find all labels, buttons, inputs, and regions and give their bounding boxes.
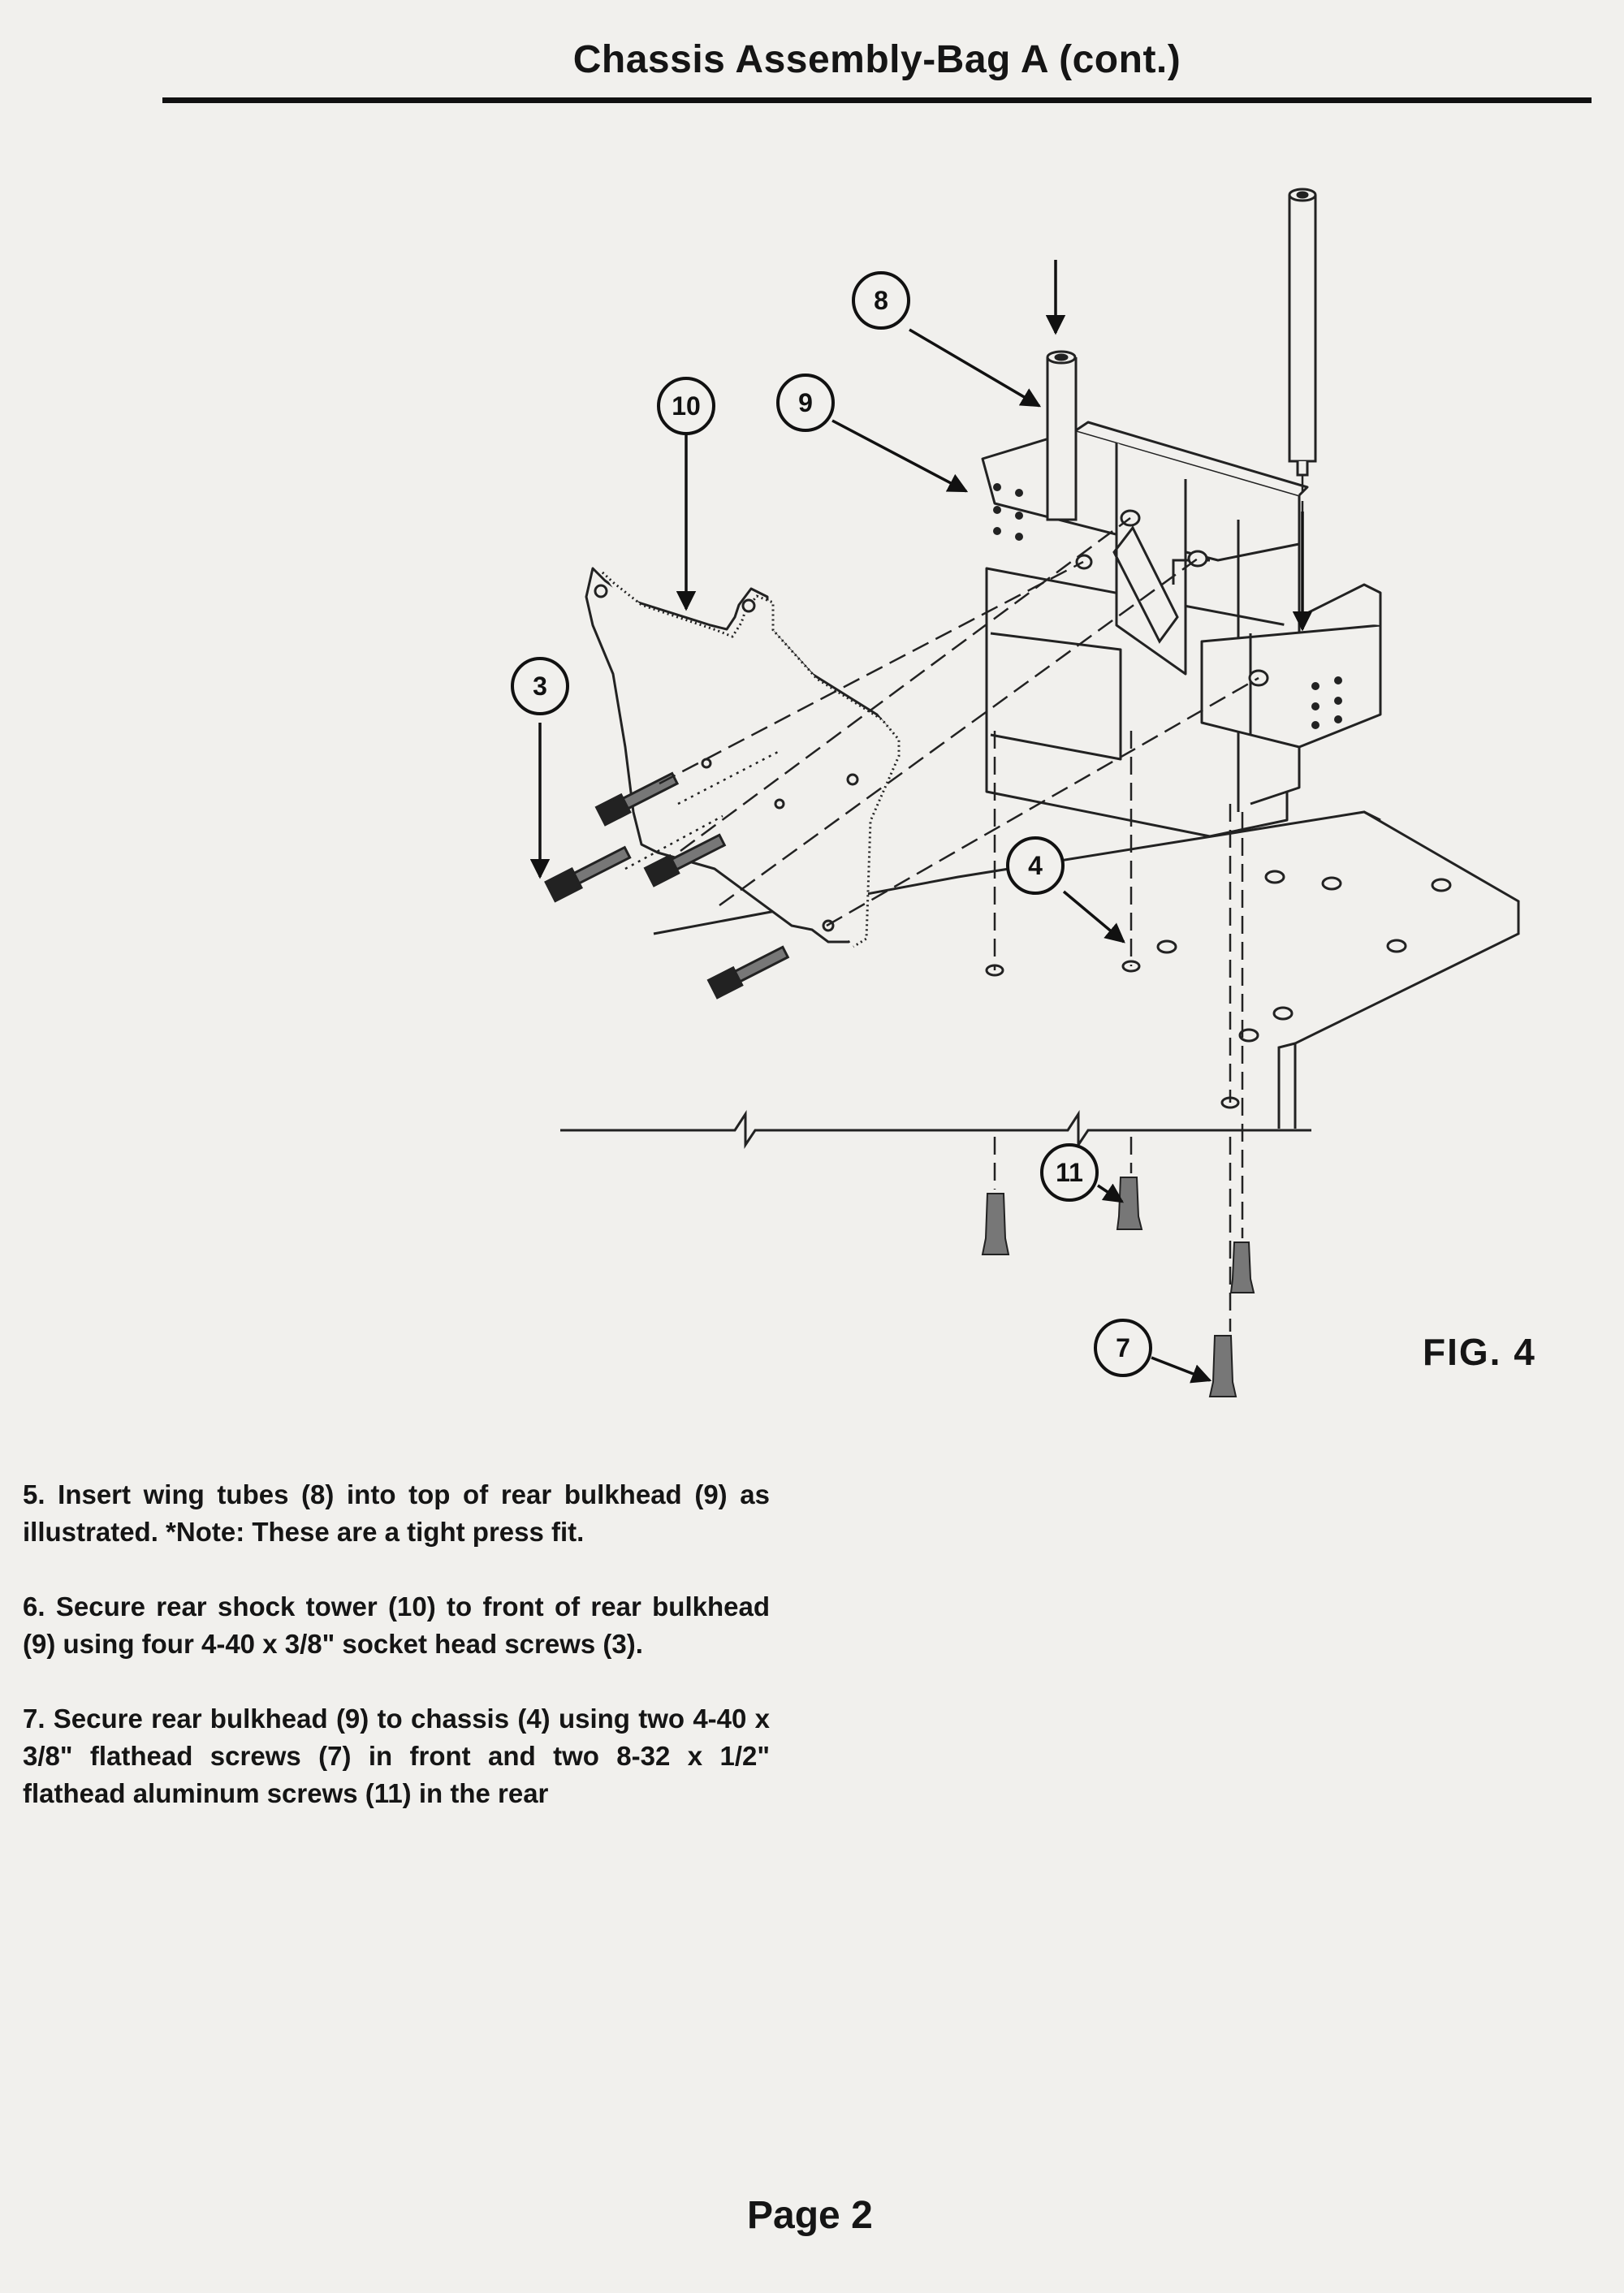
rear-bulkhead (983, 422, 1380, 836)
callout-label-8: 8 (874, 286, 888, 315)
rear-shock-tower (586, 568, 899, 947)
wing-tube-left (1047, 352, 1076, 520)
figure-label: FIG. 4 (1423, 1331, 1536, 1373)
callout-label-11: 11 (1056, 1158, 1083, 1187)
callout-label-3: 3 (533, 671, 547, 701)
wing-tube-right (1289, 189, 1315, 475)
step-5: 5. Insert wing tubes (8) into top of rear bulkhead (9) as illustrated. *Note: These are a tight press fit. (23, 1479, 770, 1547)
callout-label-9: 9 (798, 388, 813, 417)
page-number: Page 2 (747, 2194, 873, 2237)
chassis-holes (987, 871, 1450, 1108)
callout-label-4: 4 (1028, 851, 1043, 880)
callout-label-7: 7 (1116, 1333, 1130, 1362)
step-6: 6. Secure rear shock tower (10) to front of rear bulkhead (9) using four 4-40 x 3/8" socket head screws (3). (23, 1591, 770, 1659)
page-title: Chassis Assembly-Bag A (cont.) (572, 38, 1181, 81)
step-7: 7. Secure rear bulkhead (9) to chassis (4) using two 4-40 x 3/8" flathead screws (7) in front and two 8-32 x 1/2" flathead aluminum screws (11) in the rear (23, 1704, 770, 1808)
callout-label-10: 10 (672, 391, 701, 421)
break-line (560, 1114, 1311, 1145)
instruction-steps (23, 1476, 770, 1850)
